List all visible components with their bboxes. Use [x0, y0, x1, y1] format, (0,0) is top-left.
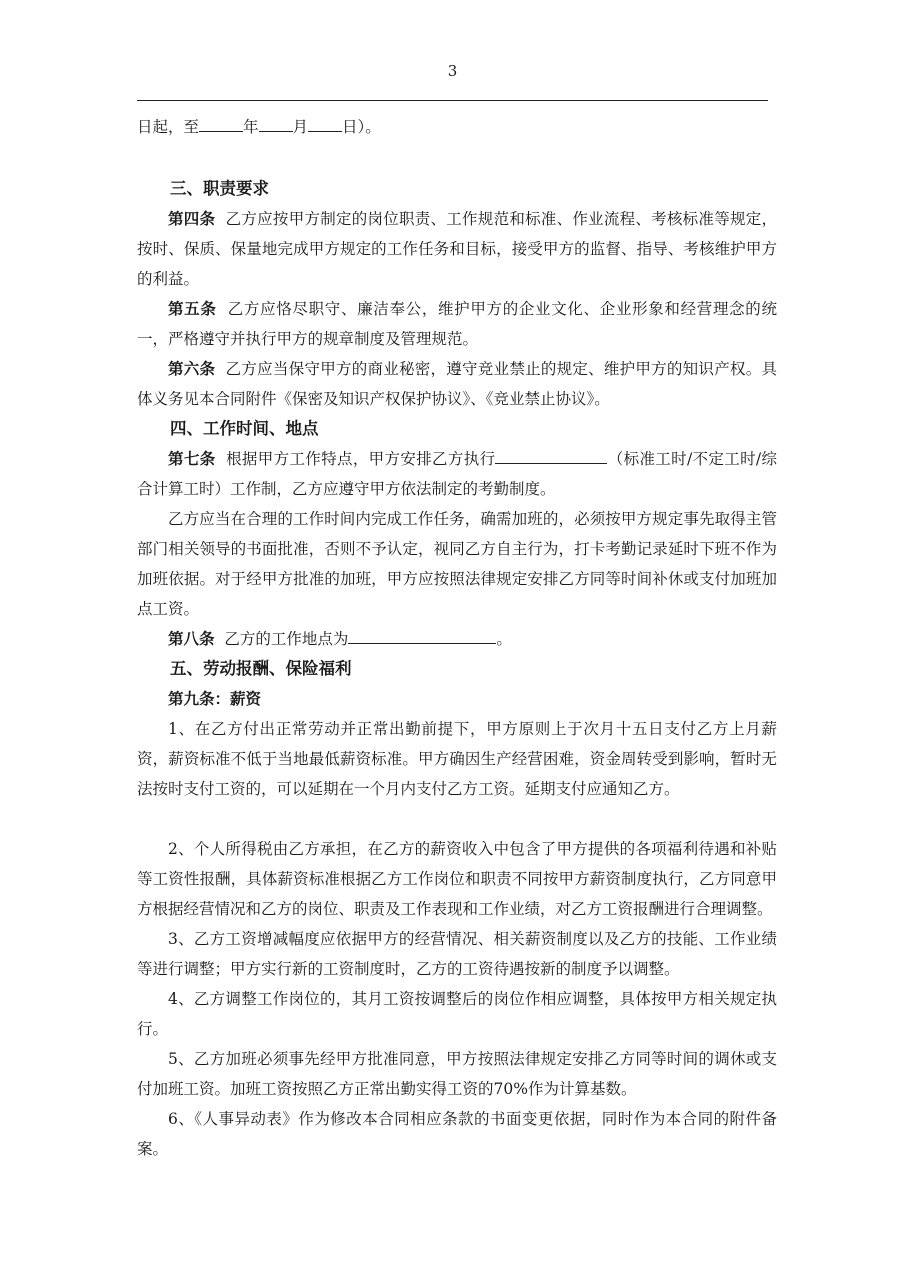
article-label: 第五条 — [168, 300, 217, 318]
article-label: 第七条 — [168, 450, 216, 468]
article-4 — [137, 204, 777, 294]
salary-item-2: 2、个人所得税由乙方承担，在乙方的薪资收入中包含了甲方提供的各项福利待遇和补贴等工资性报酬，具体薪资标准根据乙方工作岗位和职责不同按甲方薪资制度执行，乙方同意甲方根据经营情况和乙方的岗位、职责及工作表现和工作业绩，对乙方工资报酬进行合理调整。 — [137, 840, 777, 918]
article-label: 第六条 — [168, 360, 216, 378]
article-text-after: 。 — [496, 630, 512, 648]
article-text: 乙方应当保守甲方的商业秘密，遵守竞业禁止的规定、维护甲方的知识产权。具体义务见本合同附件《保密及知识产权保护协议》、《竞业禁止协议》。 — [137, 360, 777, 408]
blank-hours-system — [495, 445, 607, 464]
spacer — [137, 142, 777, 174]
article-5 — [137, 294, 777, 354]
document-body — [137, 112, 777, 1164]
salary-item-4: 4、乙方调整工作岗位的，其月工资按调整后的岗位作相应调整，具体按甲方相关规定执行。 — [137, 990, 777, 1038]
spacer — [137, 804, 777, 834]
page-number: 3 — [447, 62, 458, 80]
article-6 — [137, 354, 777, 414]
blank-month — [259, 113, 293, 132]
article-label: 第八条 — [168, 630, 215, 648]
salary-item-1: 1、在乙方付出正常劳动并正常出勤前提下，甲方原则上于次月十五日支付乙方上月薪资，薪资标准不低于当地最低薪资标准。甲方确因生产经营困难，资金周转受到影响，暂时无法按时支付工资的，可以延期在一个月内支付乙方工资。延期支付应通知乙方。 — [137, 720, 777, 798]
blank-year — [199, 113, 243, 132]
article-8 — [137, 624, 777, 654]
blank-work-location — [348, 625, 496, 644]
section-heading-compensation: 五、劳动报酬、保险福利 — [170, 659, 352, 678]
article-label: 第四条 — [168, 210, 216, 228]
term-text-month: 月 — [292, 118, 309, 136]
blank-day — [308, 113, 342, 132]
salary-item-5: 5、乙方加班必须事先经甲方批准同意，甲方按照法律规定安排乙方同等时间的调休或支付加班工资。加班工资按照乙方正常出勤实得工资的70%作为计算基数。 — [137, 1050, 777, 1098]
section-heading-duties: 三、职责要求 — [170, 179, 269, 198]
article-7 — [137, 444, 777, 504]
term-text-day: 日）。 — [342, 118, 381, 136]
section-heading-worktime: 四、工作时间、地点 — [170, 419, 319, 438]
salary-item-6: 6、《人事异动表》作为修改本合同相应条款的书面变更依据，同时作为本合同的附件备案。 — [137, 1110, 777, 1158]
term-text-year: 年 — [243, 118, 259, 136]
term-period-line — [137, 112, 777, 142]
article-text-after: （标准工时/不定工时/综合计算工时）工作制，乙方应遵守甲方依法制定的考勤制度。 — [137, 450, 777, 498]
salary-item-3: 3、乙方工资增减幅度应依据甲方的经营情况、相关薪资制度以及乙方的技能、工作业绩等进行调整；甲方实行新的工资制度时，乙方的工资待遇按新的制度予以调整。 — [137, 930, 777, 978]
article-text-before: 乙方的工作地点为 — [224, 630, 349, 648]
article-text: 乙方应恪尽职守、廉洁奉公，维护甲方的企业文化、企业形象和经营理念的统一，严格遵守并执行甲方的规章制度及管理规范。 — [137, 300, 777, 348]
article-9-heading: 第九条：薪资 — [168, 690, 262, 708]
term-text-start: 日起，至 — [137, 118, 200, 136]
article-text: 乙方应按甲方制定的岗位职责、工作规范和标准、作业流程、考核标准等规定，按时、保质、保量地完成甲方规定的工作任务和目标，接受甲方的监督、指导、考核维护甲方的利益。 — [137, 210, 777, 288]
article-text-before: 根据甲方工作特点，甲方安排乙方执行 — [226, 450, 496, 468]
header-rule — [137, 100, 768, 101]
overtime-paragraph: 乙方应当在合理的工作时间内完成工作任务，确需加班的，必须按甲方规定事先取得主管部门相关领导的书面批准，否则不予认定，视同乙方自主行为，打卡考勤记录延时下班不作为加班依据。对于经甲方批准的加班，甲方应按照法律规定安排乙方同等时间补休或支付加班加点工资。 — [137, 510, 777, 618]
